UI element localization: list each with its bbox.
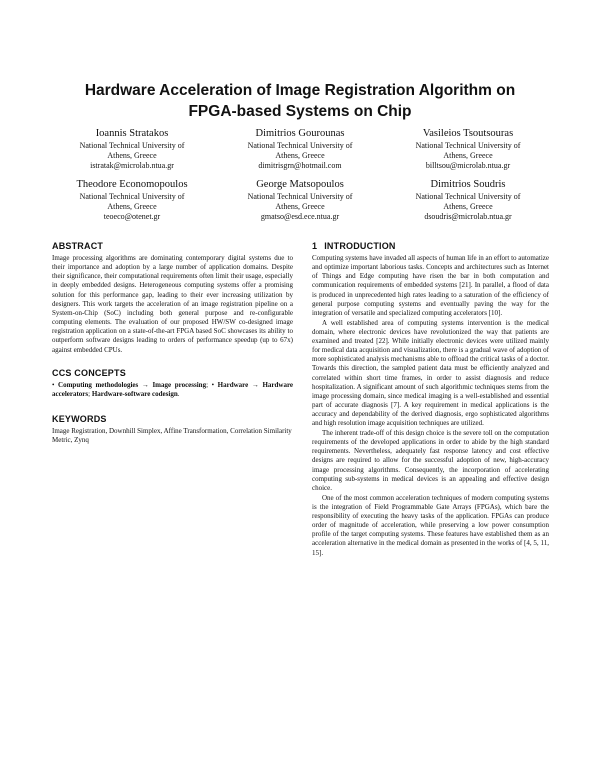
author-location: Athens, Greece: [443, 151, 493, 160]
author-location: Athens, Greece: [107, 151, 157, 160]
intro-paragraph: One of the most common acceleration techniques of modern computing systems is the integration of Field Programmable Gate Arrays (FPGAs), which bare the responsibility of executing the heavy tasks of the application. FPGAs can produce order of magnitude of acceleration, while preserving a low power consumption profile of the target computing systems. These features have established them as an acceleration alternative in the medical domain as presented in the works of [4, 5, 11, 15].: [312, 493, 549, 557]
ccs-section: [52, 368, 293, 400]
author-affiliation: National Technical University of: [247, 141, 353, 150]
author-location: Athens, Greece: [275, 151, 325, 160]
abstract-section: [52, 241, 293, 355]
left-column: [52, 241, 293, 445]
author: [52, 127, 212, 171]
ccs-concept: Hardware accelerators: [52, 380, 294, 399]
intro-paragraph: A well established area of computing systems intervention is the medical domain, where electronic devices have revolutionized the way that patients are examined and treated [22]. While initially electronic devices were utilized mainly for medical data acquisition and visualization, there is a gradual wave of adoption of more sophisticated analysis mechanisms able to offload the critical tasks of a doctor. Towards this direction, the sampled patient data must be efficiently analyzed and correlated within short time frames, in order to assist diagnosis and reduce hospitalization. A significant amount of such algorithmic techniques stems from the image processing domain, since medical imaging is a well-established and essential part of accurate diagnosis [7]. A key requirement in medical applications is the accuracy and dependability of the derived diagnosis, ergo sophisticated algorithms and high resolution image acquisition techniques are utilized.: [312, 318, 549, 428]
intro-paragraph: The inherent trade-off of this design choice is the severe toll on the computation requirements of the developed applications in order to abide by the high standard requirements. Nevertheless, adequately fast response latency and cost effective designs are required to allow for the successful adoption of new, high-accuracy image processing algorithms. Consequently, the incorporation of accelerating computing sub-systems in medical devices is an appealing and effective design choice.: [312, 428, 549, 492]
author-name: Dimitrios Soudris: [430, 179, 506, 190]
ccs-concept: Hardware: [217, 380, 249, 389]
author-block: [52, 127, 548, 229]
author: [388, 127, 548, 171]
author-affiliation: National Technical University of: [247, 192, 353, 201]
author-name: Ioannis Stratakos: [95, 128, 169, 139]
intro-paragraph: Computing systems have invaded all aspects of human life in an effort to automatize and optimize important laborious tasks. Concepts and architectures such as Internet of Things and Edge computing have risen the bar in both computation and communication requirements of embedded systems [21]. In parallel, a flood of data is produced in unprecedented high rates leading to a saturation of the efficiency of general purpose computing systems and eventually paving the way for the integration of versatile and specialized computing accelerators [10].: [312, 254, 549, 317]
ccs-concept: Computing methodologies: [58, 380, 139, 389]
ccs-separator: ; •: [206, 380, 218, 389]
author-affiliation: National Technical University of: [415, 141, 521, 150]
author-name: Theodore Economopoulos: [76, 179, 188, 190]
author-email: teoeco@otenet.gr: [103, 212, 161, 221]
author-email: dimitrisgrn@hotmail.com: [258, 161, 342, 170]
ccs-separator: ;: [88, 390, 92, 399]
author-affiliation: National Technical University of: [79, 192, 185, 201]
author-email: dsoudris@microlab.ntua.gr: [424, 212, 512, 221]
author-email: billtsou@microlab.ntua.gr: [425, 161, 511, 170]
section-number: 1: [312, 241, 318, 251]
paper-title: [40, 80, 560, 122]
introduction-heading: [312, 241, 549, 251]
author-affiliation: National Technical University of: [79, 141, 185, 150]
keywords-section: [52, 414, 293, 445]
ccs-end: .: [177, 390, 180, 399]
keywords-text: Image Registration, Downhill Simplex, Affine Transformation, Correlation Similarity Metric, Zynq: [52, 426, 292, 444]
ccs-concept: Hardware-software codesign: [91, 390, 178, 399]
title-line-2: FPGA-based Systems on Chip: [188, 103, 412, 120]
ccs-concept: Image processing: [152, 380, 207, 389]
keywords-heading: KEYWORDS: [52, 413, 107, 424]
author-name: Dimitrios Gourounas: [255, 128, 345, 139]
right-column: [312, 241, 549, 558]
author: [388, 178, 548, 222]
ccs-bullet: •: [52, 380, 59, 389]
author-location: Athens, Greece: [275, 202, 325, 211]
author-row: [52, 178, 548, 222]
ccs-heading: CCS CONCEPTS: [52, 367, 126, 378]
section-title: INTRODUCTION: [324, 241, 396, 251]
ccs-arrow: →: [138, 380, 153, 389]
author-email: gmatso@esd.ece.ntua.gr: [260, 212, 340, 221]
author: [220, 178, 380, 222]
author-name: Vasileios Tsoutsouras: [422, 128, 514, 139]
author-affiliation: National Technical University of: [415, 192, 521, 201]
ccs-text: [52, 381, 293, 400]
introduction-section: [312, 241, 549, 558]
author: [52, 178, 212, 222]
abstract-heading: ABSTRACT: [52, 241, 104, 251]
author-email: istratak@microlab.ntua.gr: [90, 161, 174, 170]
title-line-1: Hardware Acceleration of Image Registration Algorithm on: [84, 82, 516, 99]
author-name: George Matsopoulos: [256, 179, 344, 190]
abstract-text: Image processing algorithms are dominating contemporary digital systems due to their importance and adoption by a large number of application domains. Despite their significance, their computational requirements often limit their usage, especially in deeply embedded designs. Heterogeneous computing systems offer a promising solution for this performance gap, leading to their ever increasing utilization by designers. This work targets the acceleration of an image registration pipeline on a System-on-Chip (SoC) including both general purpose and re-configurable computing elements. The evaluation of our proposed HW/SW co-designed image registration application on a state-of-the-art FPGA based SoC showcases its ability to outperform software designs leading to orders of performance speedup (up to 67x) against embedded CPUs.: [52, 254, 293, 354]
author-location: Athens, Greece: [107, 202, 157, 211]
author-location: Athens, Greece: [443, 202, 493, 211]
ccs-arrow: →: [248, 380, 263, 389]
author-row: [52, 127, 548, 171]
author: [220, 127, 380, 171]
